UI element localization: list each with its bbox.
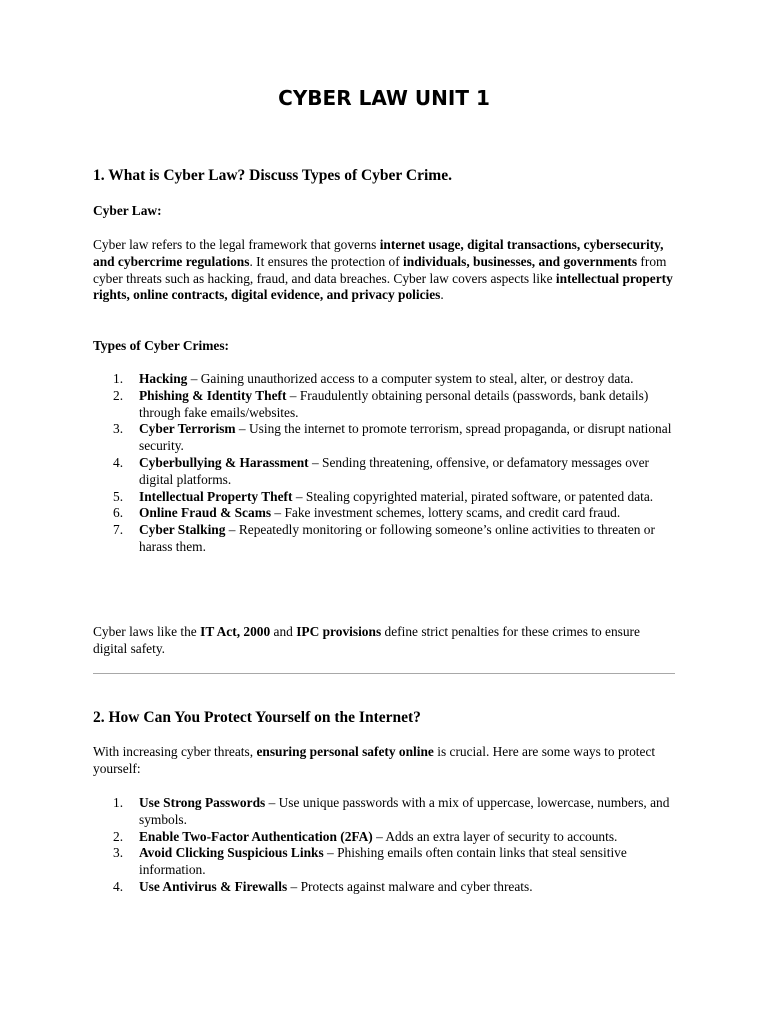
types-subheading: Types of Cyber Crimes: [93,338,229,353]
text-run: Cyber laws like the [93,624,201,639]
list-term: Use Strong Passwords [139,795,266,810]
list-description: – Phishing emails often contain links that steal sensitive information. [139,845,627,878]
list-number: 3. [113,421,124,437]
list-number: 4. [113,878,124,894]
page-title: CYBER LAW UNIT 1 [278,86,490,110]
cyber-law-subheading: Cyber Law: [93,203,162,218]
list-term: Cyber Stalking [139,522,226,538]
text-run: . It ensures the protection of [249,253,404,269]
list-term: Avoid Clicking Suspicious Links [139,845,324,861]
section-2-heading: 2. How Can You Protect Yourself on the Internet? [93,709,421,726]
list-item [93,795,675,829]
list-item [93,829,675,846]
text-run: . [440,287,444,303]
list-description: – Use unique passwords with a mix of uppercase, lowercase, numbers, and symbols. [139,795,670,827]
list-number: 6. [113,505,124,521]
list-number: 3. [113,845,124,861]
text-run: define strict penalties for these crimes to ensure digital safety. [93,624,640,656]
list-number: 2. [113,387,124,403]
list-term: Online Fraud & Scams [139,505,272,521]
text-run: is crucial. Here are some ways to protect yourself: [93,744,656,776]
list-description: – Fraudulently obtaining personal details (passwords, bank details) through fake emails/websites. [139,387,649,420]
list-description: – Using the internet to promote terrorism, spread propaganda, or disrupt national security. [139,421,672,454]
section-1-heading: 1. What is Cyber Law? Discuss Types of Cyber Crime. [93,167,452,184]
list-item [93,388,675,422]
list-item [93,505,675,522]
text-run: from cyber threats such as hacking, fraud, and data breaches. Cyber law covers aspects like [93,253,667,286]
list-description: – Gaining unauthorized access to a computer system to steal, alter, or destroy data. [187,371,634,386]
list-term: Cyberbullying & Harassment [139,454,309,470]
list-term: Use Antivirus & Firewalls [139,878,288,894]
list-number: 1. [113,371,124,386]
list-term: Intellectual Property Theft [139,488,293,504]
list-term: Enable Two-Factor Authentication (2FA) [139,828,373,844]
list-number: 1. [113,795,124,810]
list-item [93,522,675,556]
list-description: – Repeatedly monitoring or following someone’s online activities to threaten or harass them. [139,522,655,554]
list-description: – Sending threatening, offensive, or defamatory messages over digital platforms. [139,454,649,487]
list-description: – Adds an extra layer of security to accounts. [372,828,618,844]
cyber-law-definition [93,237,675,304]
list-item [93,845,675,879]
list-description: – Protects against malware and cyber threats. [287,878,533,894]
list-term: Cyber Terrorism [139,421,236,437]
cyber-crime-types-list [93,371,675,556]
text-run: and [270,624,297,639]
section-1-closing [93,624,675,658]
section-2-intro [93,744,675,778]
bold-text: IPC provisions [296,624,382,639]
bold-text: internet usage, digital transactions, cybersecurity, and cybercrime regulations [93,237,664,269]
list-item [93,879,675,896]
bold-text: individuals, businesses, and governments [403,253,638,269]
list-item [93,421,675,455]
list-term: Phishing & Identity Theft [139,387,287,403]
protection-tips-list [93,795,675,896]
list-term: Hacking [139,371,188,386]
list-number: 5. [113,488,124,504]
list-item [93,371,675,388]
text-run: Cyber law refers to the legal framework that governs [93,237,380,252]
list-number: 7. [113,522,124,538]
list-item [93,489,675,506]
list-number: 4. [113,454,124,470]
bold-text: IT Act, 2000 [200,624,271,639]
list-number: 2. [113,828,124,844]
text-run: With increasing cyber threats, [93,744,257,759]
list-description: – Stealing copyrighted material, pirated software, or patented data. [292,488,654,504]
bold-text: ensuring personal safety online [256,744,434,759]
bold-text: intellectual property rights, online contracts, digital evidence, and privacy policies [93,270,673,303]
horizontal-divider [93,673,675,674]
list-description: – Fake investment schemes, lottery scams, and credit card fraud. [271,505,621,521]
list-item [93,455,675,489]
